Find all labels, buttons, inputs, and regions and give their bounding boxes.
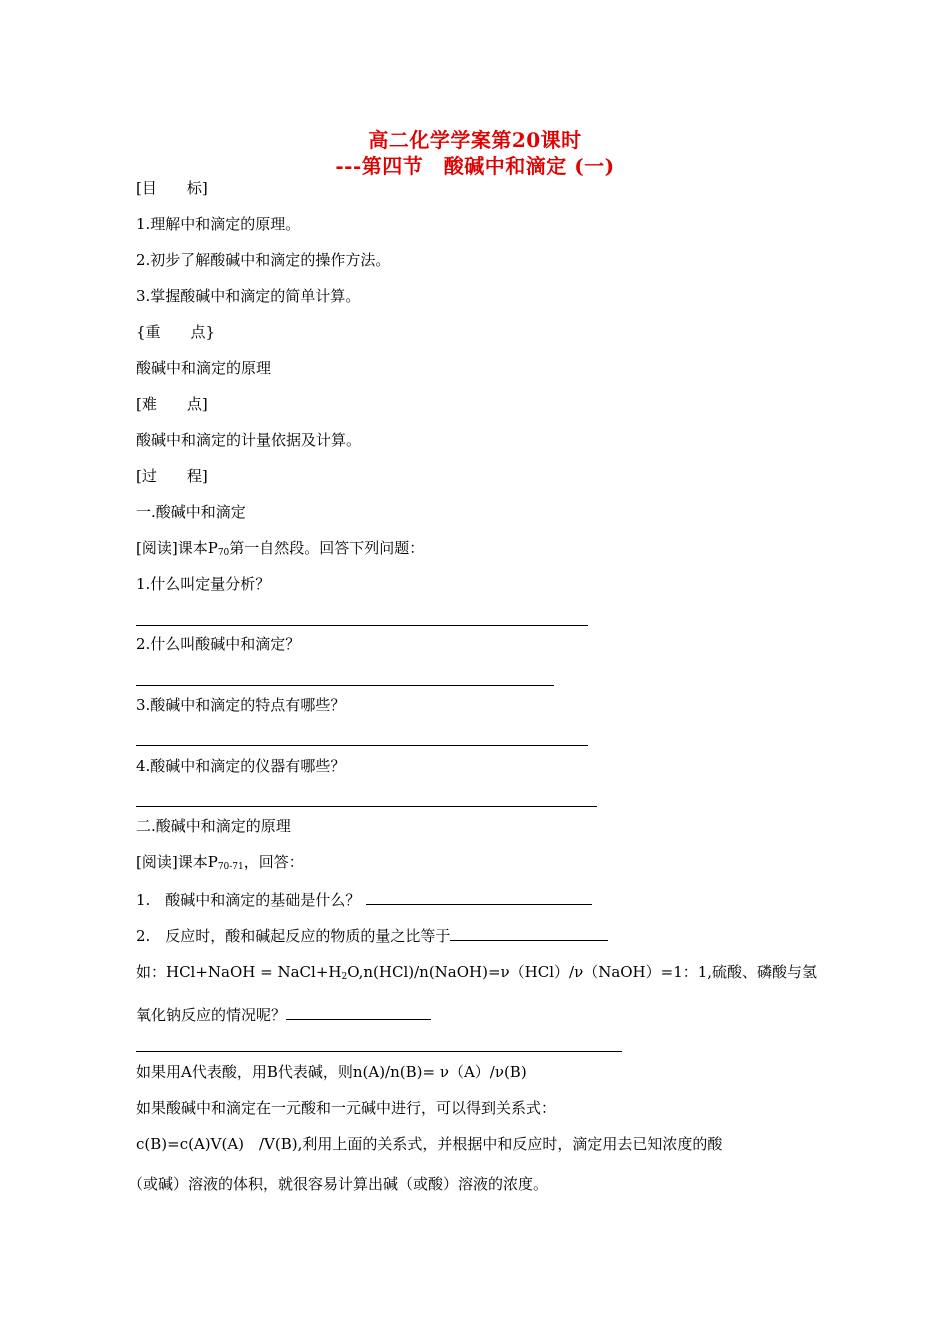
example-line (136, 962, 817, 987)
subscript: 2 (341, 972, 348, 982)
heading-open: {重 (136, 323, 161, 341)
answer-blank-4[interactable] (136, 806, 597, 807)
answer-blank-5[interactable] (136, 1051, 622, 1052)
key-point-text: 酸碱中和滴定的原理 (136, 359, 272, 377)
answer-blank[interactable] (450, 924, 608, 941)
read-suffix: ，回答： (243, 853, 304, 871)
heading-open: [难 (136, 395, 157, 413)
read-prefix: [阅读]课本P (136, 539, 218, 557)
question-2: 2.什么叫酸碱中和滴定？ (136, 635, 301, 653)
relation-line: c(B)=c(A)V(A) /V(B),利用上面的关系式，并根据中和反应时，滴定用去已知浓度的酸 (136, 1135, 723, 1153)
answer-blank-1[interactable] (136, 625, 588, 626)
doc-title: 高二化学学案第20课时 (368, 128, 582, 152)
read-suffix: 第一自然段。回答下列问题： (229, 539, 425, 557)
answer-blank-3[interactable] (136, 745, 588, 746)
answer-blank[interactable] (286, 1003, 431, 1020)
heading-close: 点} (190, 323, 216, 341)
question-4: 4.酸碱中和滴定的仪器有哪些？ (136, 757, 346, 775)
section2-question-2 (136, 924, 608, 946)
heading-open: [目 (136, 179, 157, 197)
difficulty-heading (136, 394, 208, 414)
section2-title: 二.酸碱中和滴定的原理 (136, 817, 291, 835)
example-question (136, 1003, 431, 1025)
heading-close: 程] (186, 467, 208, 485)
answer-blank[interactable] (366, 888, 592, 905)
conclusion-line: （或碱）溶液的体积，就很容易计算出碱（或酸）溶液的浓度。 (128, 1175, 549, 1193)
heading-open: [过 (136, 467, 157, 485)
example-text: O,n(HCl)/n(NaOH)=ν（HCl）/ν（NaOH）=1：1,硫酸、磷酸与氢 (347, 963, 818, 981)
doc-subtitle: ---第四节 酸碱中和滴定 (一) (335, 154, 615, 178)
ratio-line: 如果用A代表酸，用B代表碱，则n(A)/n(B)= ν（A）/ν(B) (136, 1063, 527, 1081)
read-prefix: [阅读]课本P (136, 853, 218, 871)
question-text: 1. 酸碱中和滴定的基础是什么？ (136, 891, 361, 909)
section2-read-line (136, 852, 304, 877)
page-subscript: 70 (217, 548, 230, 558)
question-3: 3.酸碱中和滴定的特点有哪些？ (136, 696, 346, 714)
heading-close: 点] (186, 395, 208, 413)
question-text: 氧化钠反应的情况呢？ (136, 1006, 287, 1024)
goals-heading (136, 178, 208, 198)
section2-question-1 (136, 888, 592, 910)
goal-item: 1.理解中和滴定的原理。 (136, 215, 301, 233)
section1-title: 一.酸碱中和滴定 (136, 503, 246, 521)
heading-close: 标] (186, 179, 208, 197)
question-1: 1.什么叫定量分析？ (136, 575, 271, 593)
goal-item: 2.初步了解酸碱中和滴定的操作方法。 (136, 251, 391, 269)
answer-blank-2[interactable] (136, 685, 554, 686)
example-text: 如：HCl+NaOH = NaCl+H (136, 963, 342, 981)
goal-item: 3.掌握酸碱中和滴定的简单计算。 (136, 287, 361, 305)
difficulty-text: 酸碱中和滴定的计量依据及计算。 (136, 431, 362, 449)
page-subscript: 70-71 (217, 862, 244, 872)
key-point-heading (136, 322, 215, 342)
section1-read-line (136, 538, 424, 563)
monobasic-line: 如果酸碱中和滴定在一元酸和一元碱中进行，可以得到关系式： (136, 1099, 557, 1117)
process-heading (136, 466, 208, 486)
question-text: 2. 反应时，酸和碱起反应的物质的量之比等于 (136, 927, 451, 945)
